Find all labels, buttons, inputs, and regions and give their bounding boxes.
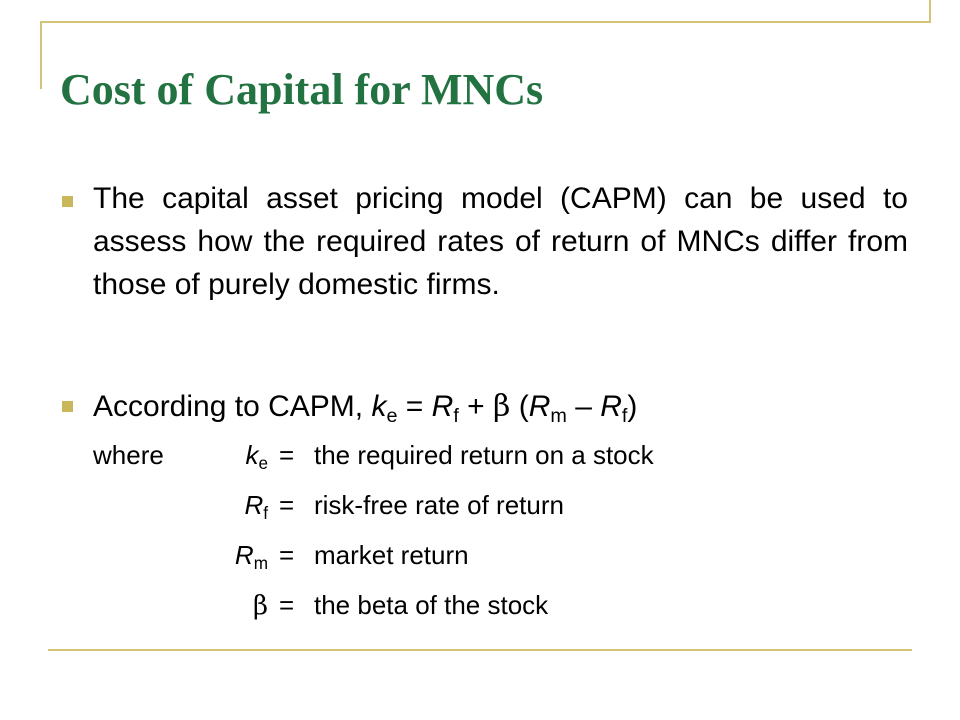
beta-symbol: β [252, 591, 268, 621]
symbol-letter: R [234, 540, 254, 570]
definition-equals: = [279, 540, 295, 570]
capm-formula-line [93, 385, 637, 428]
definition-equals: = [279, 590, 295, 620]
formula-rf2-sub: f [621, 404, 628, 427]
formula-open-paren: ( [510, 390, 529, 423]
formula-equals: = [397, 390, 432, 423]
formula-minus: – [566, 390, 601, 423]
definition-meaning: the beta of the stock [314, 590, 549, 620]
frame-right-line [929, 0, 931, 23]
definition-symbol [188, 580, 268, 631]
definition-symbol [188, 480, 268, 530]
formula-rf2: R [600, 390, 622, 423]
frame-bottom-line [48, 649, 912, 651]
symbol-subscript: e [258, 453, 268, 474]
definition-symbol [188, 530, 268, 580]
formula-ke: k [371, 390, 387, 423]
frame-top-line [40, 21, 930, 23]
formula-beta: β [493, 389, 511, 424]
formula-prefix: According to CAPM, [93, 390, 372, 423]
formula-plus: + [458, 390, 494, 423]
definition-meaning: risk-free rate of return [314, 490, 564, 520]
definition-meaning: the required return on a stock [314, 440, 654, 470]
formula-ke-sub: e [386, 404, 398, 427]
definition-equals: = [279, 440, 295, 470]
bullet-text-capm-intro: The capital asset pricing model (CAPM) can be used to assess how the required rates of return of MNCs differ from those of purely domestic firms. [93, 182, 908, 301]
definition-meaning: market return [314, 540, 469, 570]
symbol-letter: k [245, 440, 259, 470]
frame-left-line [40, 21, 42, 89]
where-label: where [93, 440, 164, 470]
bullet-marker-2 [62, 401, 73, 412]
definition-equals: = [279, 490, 295, 520]
formula-rf-sub: f [453, 404, 459, 427]
bullet-marker-1 [62, 196, 73, 207]
formula-close-paren: ) [627, 390, 638, 423]
formula-rm-sub: m [550, 404, 567, 427]
symbol-letter: R [244, 490, 264, 520]
definition-symbol [188, 430, 268, 480]
symbol-subscript: f [263, 503, 268, 524]
formula-rf: R [431, 390, 454, 423]
symbol-subscript: m [253, 553, 268, 574]
formula-rm: R [528, 390, 551, 423]
slide-title: Cost of Capital for MNCs [60, 65, 544, 114]
